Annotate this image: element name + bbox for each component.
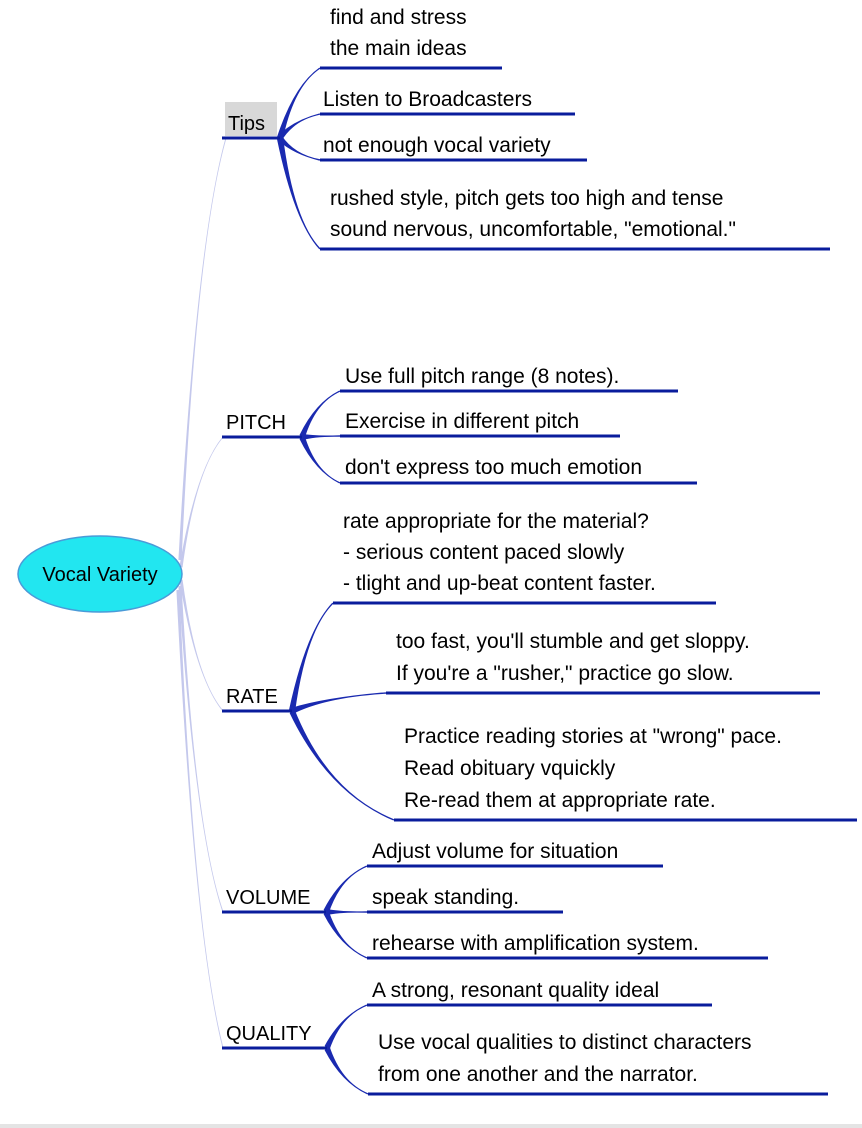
central-topic[interactable] (18, 536, 182, 612)
connector-volume-leaf-1 (324, 865, 368, 914)
leaf-text: Exercise in different pitch (345, 410, 580, 433)
connector-volume-leaf-2 (326, 909, 367, 915)
connector-pitch-leaf-2 (302, 434, 340, 440)
tips-leaf-main-ideas[interactable] (320, 6, 502, 68)
tips-leaf-vocal-variety[interactable] (320, 134, 587, 160)
connector-volume-leaf-3 (324, 910, 368, 959)
leaf-text: Use vocal qualities to distinct characters (378, 1031, 752, 1054)
connector-rate-leaf-2 (291, 692, 386, 714)
branch-rate[interactable] (222, 686, 292, 711)
volume-leaf-standing[interactable] (367, 886, 563, 912)
leaf-text: Practice reading stories at "wrong" pace. (404, 725, 782, 748)
connector-central-to-tips (178, 138, 226, 560)
branch-volume-label: VOLUME (226, 887, 311, 909)
central-topic-label: Vocal Variety (42, 564, 158, 586)
connector-central-to-quality (176, 590, 223, 1048)
branch-pitch-label: PITCH (226, 412, 286, 434)
branch-quality[interactable] (222, 1023, 327, 1048)
volume-leaf-amplification[interactable] (367, 932, 768, 958)
leaf-text: Adjust volume for situation (372, 840, 619, 863)
quality-leaf-characters[interactable] (368, 1031, 828, 1094)
tips-leaf-rushed-style[interactable] (320, 187, 830, 249)
leaf-text: - tlight and up-beat content faster. (343, 572, 656, 595)
branch-rate-label: RATE (226, 686, 278, 708)
leaf-text: sound nervous, uncomfortable, "emotional." (330, 218, 736, 241)
bottom-border (0, 1124, 862, 1128)
connector-rate-leaf-3 (290, 709, 395, 821)
leaf-text: - serious content paced slowly (343, 541, 625, 564)
leaf-text: rate appropriate for the material? (343, 510, 649, 533)
leaf-text: don't express too much emotion (345, 456, 643, 479)
branch-tips[interactable] (222, 102, 280, 138)
connector-pitch-leaf-1 (300, 390, 341, 439)
connector-rate-leaf-1 (289, 603, 334, 712)
connector-central-to-volume (178, 586, 223, 912)
leaf-text: speak standing. (372, 886, 520, 909)
branch-pitch[interactable] (222, 412, 302, 437)
pitch-leaf-emotion[interactable] (340, 456, 697, 483)
branch-volume[interactable] (222, 887, 326, 912)
branch-tips-label: Tips (228, 113, 266, 135)
central-connectors (176, 138, 226, 1048)
leaf-text: rushed style, pitch gets too high and tense (330, 187, 724, 210)
rate-leaf-too-fast[interactable] (386, 630, 820, 693)
connector-pitch-leaf-3 (300, 435, 341, 484)
connector-tips-leaf-1 (277, 68, 320, 140)
pitch-leaf-full-range[interactable] (340, 365, 678, 391)
leaf-text: from one another and the narrator. (378, 1063, 698, 1086)
leaf-text: If you're a "rusher," practice go slow. (396, 662, 734, 685)
connector-tips-leaf-4 (277, 137, 321, 249)
branch-quality-label: QUALITY (226, 1023, 312, 1045)
rate-leaf-appropriate[interactable] (333, 510, 716, 603)
leaf-text: too fast, you'll stumble and get sloppy. (396, 630, 750, 653)
leaf-text: Re-read them at appropriate rate. (404, 789, 716, 812)
connector-central-to-rate (179, 580, 223, 712)
leaf-text: find and stress (330, 6, 467, 29)
leaf-text: the main ideas (330, 37, 467, 60)
leaf-text: A strong, resonant quality ideal (372, 979, 660, 1002)
leaf-text: Use full pitch range (8 notes). (345, 365, 620, 388)
leaf-text: not enough vocal variety (323, 134, 551, 157)
leaf-text: Listen to Broadcasters (323, 88, 532, 111)
pitch-leaf-exercise[interactable] (340, 410, 620, 436)
volume-leaf-adjust[interactable] (367, 840, 663, 866)
rate-leaf-wrong-pace[interactable] (394, 725, 857, 820)
connector-quality-leaf-2 (325, 1046, 369, 1095)
quality-leaf-resonant[interactable] (367, 979, 712, 1005)
leaf-text: Read obituary vquickly (404, 757, 616, 780)
leaf-text: rehearse with amplification system. (372, 932, 699, 955)
connector-quality-leaf-1 (325, 1004, 368, 1050)
tips-leaf-broadcasters[interactable] (320, 88, 575, 114)
